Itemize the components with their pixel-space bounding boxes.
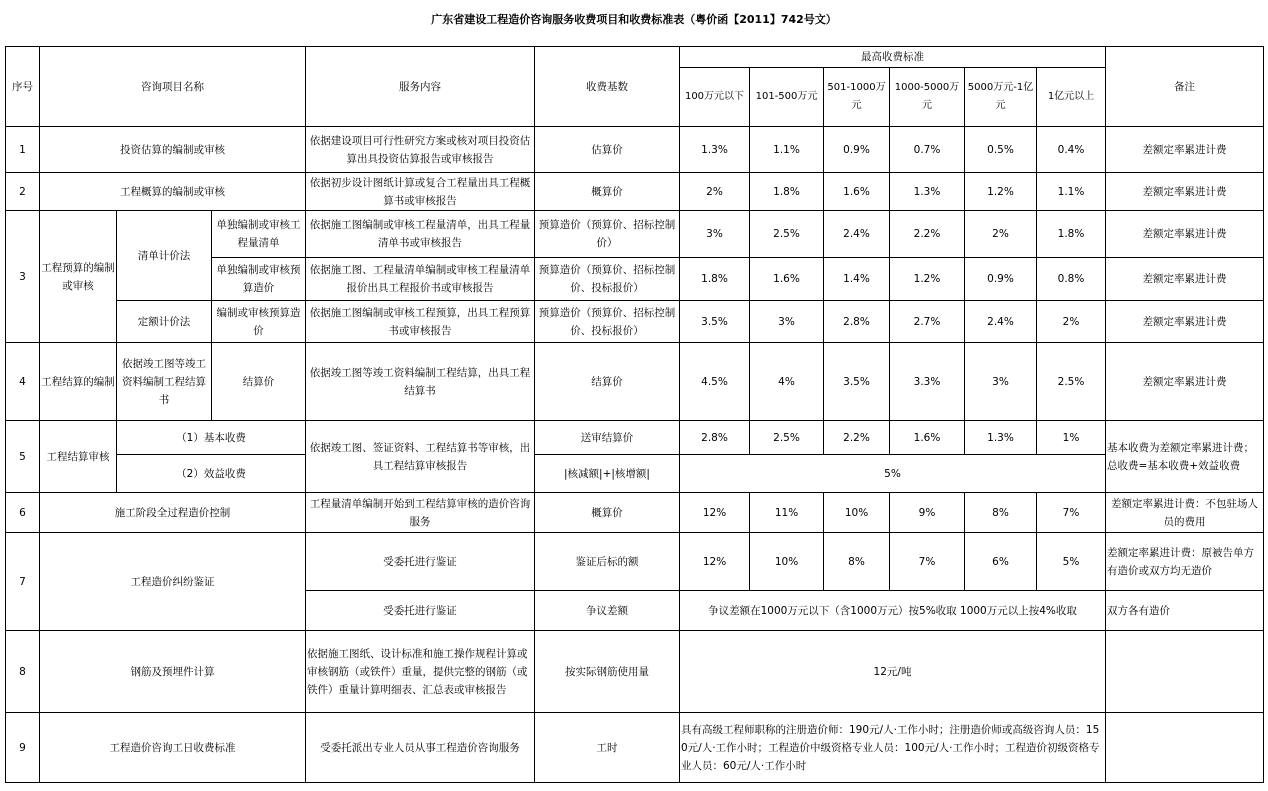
rate-cell: 1.6% <box>824 173 890 211</box>
rate-cell: 4% <box>750 343 824 421</box>
fee-cell: 具有高级工程师职称的注册造价师：190元/人·工作小时；注册造价师或高级咨询人员：150元/人·工作小时；工程造价中级资格专业人员：100元/人·工作小时；工程造价初级资格专业人员：60元/人·工作小时 <box>680 713 1106 783</box>
rate-cell: 12% <box>680 493 750 533</box>
rate-cell: 2.4% <box>965 301 1037 343</box>
service-cell: 受委托派出专业人员从事工程造价咨询服务 <box>306 713 535 783</box>
service-cell: 依据竣工图等竣工资料编制工程结算，出具工程结算书 <box>306 343 535 421</box>
seq-cell: 6 <box>6 493 40 533</box>
rate-cell: 1.3% <box>890 173 965 211</box>
page-title: 广东省建设工程造价咨询服务收费项目和收费标准表（粤价函【2011】742号文） <box>431 13 837 26</box>
rate-cell: 6% <box>965 533 1037 591</box>
table-row <box>6 173 1264 211</box>
rate-cell: 3% <box>680 211 750 258</box>
project-name: 工程造价咨询工日收费标准 <box>40 713 306 783</box>
rate-cell: 3% <box>965 343 1037 421</box>
rate-cell: 0.8% <box>1037 258 1106 301</box>
service-cell: 依据建设项目可行性研究方案或核对项目投资估算出具投资估算报告或审核报告 <box>306 127 535 173</box>
rate-cell: 2.5% <box>750 211 824 258</box>
remark-cell: 差额定率累进计费：不包驻场人员的费用 <box>1106 493 1264 533</box>
tier-3: 501-1000万元 <box>824 68 890 127</box>
base-cell: 估算价 <box>535 127 680 173</box>
rate-cell: 2.5% <box>1037 343 1106 421</box>
remark-cell <box>1106 631 1264 713</box>
rate-cell: 1.4% <box>824 258 890 301</box>
seq-cell: 8 <box>6 631 40 713</box>
table-row <box>6 493 1264 533</box>
rate-cell: 0.9% <box>965 258 1037 301</box>
remark-cell: 双方各有造价 <box>1106 591 1264 631</box>
sub-item: 编制或审核预算造价 <box>212 301 306 343</box>
table-row <box>6 301 1264 343</box>
rate-cell: 12% <box>680 533 750 591</box>
rate-cell: 1.2% <box>890 258 965 301</box>
service-cell: 依据竣工图、签证资料、工程结算书等审核，出具工程结算审核报告 <box>306 421 535 493</box>
base-cell: 结算价 <box>535 343 680 421</box>
table-row <box>6 631 1264 713</box>
seq-cell: 7 <box>6 533 40 631</box>
rate-cell: 1.6% <box>750 258 824 301</box>
seq-cell: 5 <box>6 421 40 493</box>
sub-item: 依据竣工图等竣工资料编制工程结算书 <box>117 343 212 421</box>
rate-cell: 3.3% <box>890 343 965 421</box>
rate-cell: 2.2% <box>890 211 965 258</box>
rate-cell: 2.4% <box>824 211 890 258</box>
rate-cell: 4.5% <box>680 343 750 421</box>
base-cell: 预算造价（预算价、招标控制价、投标报价） <box>535 258 680 301</box>
rate-cell: 9% <box>890 493 965 533</box>
rate-cell: 11% <box>750 493 824 533</box>
rate-cell: 2% <box>1037 301 1106 343</box>
method-list: 清单计价法 <box>117 211 212 301</box>
table-row <box>6 455 1264 493</box>
base-cell: 概算价 <box>535 493 680 533</box>
base-cell: 预算造价（预算价、招标控制价） <box>535 211 680 258</box>
remark-cell: 差额定率累进计费 <box>1106 343 1264 421</box>
project-name: 工程造价纠纷鉴证 <box>40 533 306 631</box>
service-cell: 受委托进行鉴证 <box>306 591 535 631</box>
rate-cell: 1.6% <box>890 421 965 455</box>
seq-cell: 3 <box>6 211 40 343</box>
header-project: 咨询项目名称 <box>40 47 306 127</box>
sub-item: 结算价 <box>212 343 306 421</box>
rate-cell: 1.3% <box>965 421 1037 455</box>
rate-cell: 1.8% <box>680 258 750 301</box>
table-row <box>6 421 1264 455</box>
rate-cell: 1.8% <box>750 173 824 211</box>
service-cell: 依据施工图编制或审核工程预算，出具工程预算书或审核报告 <box>306 301 535 343</box>
project-name: 工程预算的编制或审核 <box>40 211 117 343</box>
header-base: 收费基数 <box>535 47 680 127</box>
rate-cell: 2.8% <box>824 301 890 343</box>
remark-cell: 差额定率累进计费 <box>1106 301 1264 343</box>
service-cell: 工程量清单编制开始到工程结算审核的造价咨询服务 <box>306 493 535 533</box>
header-remark: 备注 <box>1106 47 1264 127</box>
tier-2: 101-500万元 <box>750 68 824 127</box>
remark-cell: 差额定率累进计费 <box>1106 127 1264 173</box>
rate-cell: 10% <box>750 533 824 591</box>
remark-cell: 差额定率累进计费：原被告单方有造价或双方均无造价 <box>1106 533 1264 591</box>
seq-cell: 9 <box>6 713 40 783</box>
fee-table <box>5 46 1264 783</box>
sub-item: 单独编制或审核工程量清单 <box>212 211 306 258</box>
tier-1: 100万元以下 <box>680 68 750 127</box>
rate-cell: 1.3% <box>680 127 750 173</box>
rate-cell: 1.8% <box>1037 211 1106 258</box>
remark-cell: 差额定率累进计费 <box>1106 173 1264 211</box>
rate-cell: 2.5% <box>750 421 824 455</box>
remark-cell: 基本收费为差额定率累进计费；总收费=基本收费+效益收费 <box>1106 421 1264 493</box>
base-cell: 预算造价（预算价、招标控制价、投标报价） <box>535 301 680 343</box>
header-max-fee: 最高收费标准 <box>680 47 1106 68</box>
rate-cell: 7% <box>1037 493 1106 533</box>
base-cell: 概算价 <box>535 173 680 211</box>
sub-item: （2）效益收费 <box>117 455 306 493</box>
rate-cell: 2.8% <box>680 421 750 455</box>
project-name: 钢筋及预埋件计算 <box>40 631 306 713</box>
service-cell: 依据施工图、工程量清单编制或审核工程量清单报价出具工程报价书或审核报告 <box>306 258 535 301</box>
rate-cell: 5% <box>680 455 1106 493</box>
rate-cell: 2.7% <box>890 301 965 343</box>
seq-cell: 4 <box>6 343 40 421</box>
service-cell: 依据施工图纸、设计标准和施工操作规程计算或审核钢筋（或铁件）重量，提供完整的钢筋（或铁件）重量计算明细表、汇总表或审核报告 <box>306 631 535 713</box>
base-cell: 鉴证后标的额 <box>535 533 680 591</box>
sub-item: （1）基本收费 <box>117 421 306 455</box>
rate-cell: 3.5% <box>680 301 750 343</box>
base-cell: |核减额|+|核增额| <box>535 455 680 493</box>
rate-cell: 2% <box>680 173 750 211</box>
rate-cell: 10% <box>824 493 890 533</box>
rate-cell: 1% <box>1037 421 1106 455</box>
remark-cell <box>1106 713 1264 783</box>
service-cell: 依据施工图编制或审核工程量清单，出具工程量清单书或审核报告 <box>306 211 535 258</box>
method-quota: 定额计价法 <box>117 301 212 343</box>
tier-5: 5000万元-1亿元 <box>965 68 1037 127</box>
rate-cell: 2% <box>965 211 1037 258</box>
rate-cell: 8% <box>824 533 890 591</box>
table-row <box>6 211 1264 258</box>
header-service: 服务内容 <box>306 47 535 127</box>
base-cell: 工时 <box>535 713 680 783</box>
base-cell: 送审结算价 <box>535 421 680 455</box>
remark-cell: 差额定率累进计费 <box>1106 211 1264 258</box>
rate-cell: 2.2% <box>824 421 890 455</box>
rate-cell: 7% <box>890 533 965 591</box>
project-name: 工程概算的编制或审核 <box>40 173 306 211</box>
table-row <box>6 127 1264 173</box>
rate-cell: 3% <box>750 301 824 343</box>
base-cell: 按实际钢筋使用量 <box>535 631 680 713</box>
rate-cell: 0.9% <box>824 127 890 173</box>
table-row <box>6 713 1264 783</box>
header-seq: 序号 <box>6 47 40 127</box>
project-name: 工程结算审核 <box>40 421 117 493</box>
base-cell: 争议差额 <box>535 591 680 631</box>
project-name: 投资估算的编制或审核 <box>40 127 306 173</box>
seq-cell: 1 <box>6 127 40 173</box>
fee-cell: 争议差额在1000万元以下（含1000万元）按5%收取 1000万元以上按4%收取 <box>680 591 1106 631</box>
seq-cell: 2 <box>6 173 40 211</box>
rate-cell: 0.7% <box>890 127 965 173</box>
remark-cell: 差额定率累进计费 <box>1106 258 1264 301</box>
rate-cell: 1.2% <box>965 173 1037 211</box>
service-cell: 受委托进行鉴证 <box>306 533 535 591</box>
table-row <box>6 533 1264 591</box>
tier-4: 1000-5000万元 <box>890 68 965 127</box>
project-name: 施工阶段全过程造价控制 <box>40 493 306 533</box>
rate-cell: 1.1% <box>750 127 824 173</box>
sub-item: 单独编制或审核预算造价 <box>212 258 306 301</box>
rate-cell: 0.4% <box>1037 127 1106 173</box>
table-row <box>6 343 1264 421</box>
rate-cell: 5% <box>1037 533 1106 591</box>
service-cell: 依据初步设计图纸计算或复合工程量出具工程概算书或审核报告 <box>306 173 535 211</box>
rate-cell: 3.5% <box>824 343 890 421</box>
project-name: 工程结算的编制 <box>40 343 117 421</box>
rate-cell: 1.1% <box>1037 173 1106 211</box>
rate-cell: 0.5% <box>965 127 1037 173</box>
tier-6: 1亿元以上 <box>1037 68 1106 127</box>
fee-cell: 12元/吨 <box>680 631 1106 713</box>
rate-cell: 8% <box>965 493 1037 533</box>
